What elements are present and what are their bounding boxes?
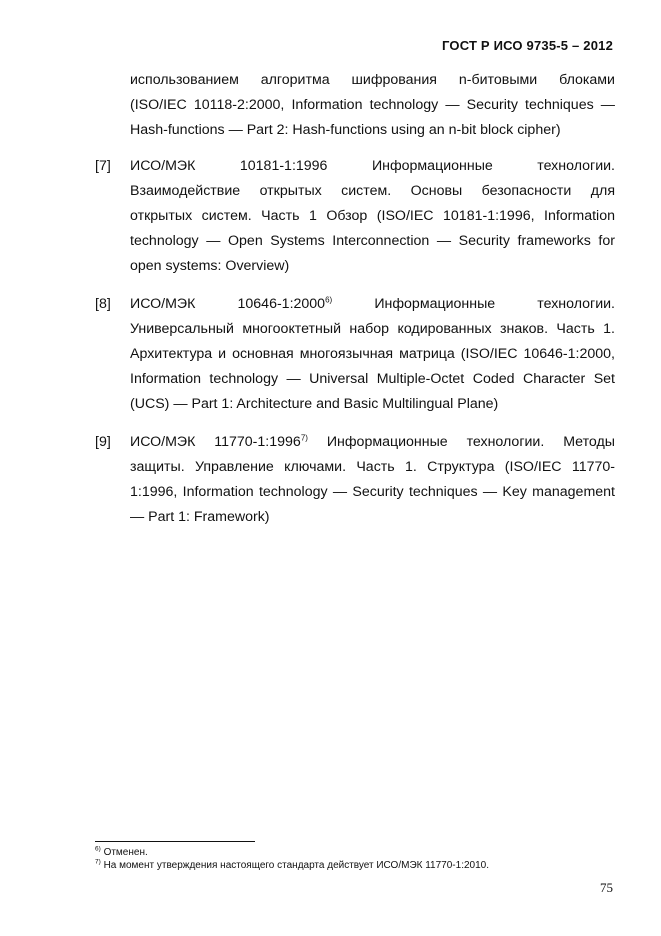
reference-line: open systems: Overview) [130, 258, 290, 274]
reference-entry-9 [95, 430, 615, 530]
standard-code: ИСО/МЭК 10646-1:2000 [130, 296, 326, 312]
reference-title: Информационные технологии. [374, 296, 615, 312]
reference-text [130, 154, 615, 279]
reference-line: Универсальный многооктетный набор кодированных знаков. Часть 1. [130, 321, 615, 337]
reference-line: Information technology — Universal Multiple-Octet Coded Character Set [130, 371, 615, 387]
reference-continuation [130, 68, 615, 143]
reference-line: — Part 1: Framework) [130, 509, 270, 525]
continuation-line: Hash-functions — Part 2: Hash-functions using an n-bit block cipher) [130, 122, 561, 138]
reference-text [130, 430, 615, 530]
footnote-7 [95, 859, 489, 872]
reference-line: technology — Open Systems Interconnection — Security frameworks for [130, 233, 615, 249]
footnote-6 [95, 846, 489, 859]
reference-number: [9] [95, 434, 111, 450]
footnote-text: Отменен. [103, 847, 148, 858]
reference-line: ИСО/МЭК 10181-1:1996 Информационные технологии. [130, 158, 615, 174]
footnotes [95, 846, 489, 872]
reference-line: Взаимодействие открытых систем. Основы безопасности для [130, 183, 615, 199]
reference-entry-8 [95, 292, 615, 417]
reference-line [130, 292, 615, 317]
reference-line: (UCS) — Part 1: Architecture and Basic Multilingual Plane) [130, 396, 499, 412]
document-header: ГОСТ Р ИСО 9735-5 – 2012 [442, 38, 613, 53]
reference-line: открытых систем. Часть 1 Обзор (ISO/IEC 10181-1:1996, Information [130, 208, 615, 224]
footnote-mark: 7) [300, 433, 308, 443]
reference-entry-7 [95, 154, 615, 279]
reference-line: 1:1996, Information technology — Security techniques — Key management [130, 484, 615, 500]
continuation-line: использованием алгоритма шифрования n-битовыми блоками [130, 72, 615, 88]
page-number: 75 [600, 880, 613, 895]
footnote-text: На момент утверждения настоящего стандарта действует ИСО/МЭК 11770-1:2010. [103, 860, 489, 871]
reference-line [130, 430, 615, 455]
reference-number: [8] [95, 296, 111, 312]
footnote-mark: 6) [95, 845, 101, 853]
reference-text [130, 292, 615, 417]
reference-number: [7] [95, 158, 111, 174]
footnote-divider [95, 841, 255, 842]
standard-code: ИСО/МЭК 11770-1:1996 [130, 434, 301, 450]
reference-title: Информационные технологии. Методы [326, 434, 615, 450]
footnote-mark: 7) [95, 858, 101, 866]
continuation-line: (ISO/IEC 10118-2:2000, Information technology — Security techniques — [130, 97, 615, 113]
footnote-mark: 6) [325, 295, 333, 305]
reference-line: Архитектура и основная многоязычная матрица (ISO/IEC 10646-1:2000, [130, 346, 615, 362]
reference-line: защиты. Управление ключами. Часть 1. Структура (ISO/IEC 11770- [130, 459, 615, 475]
